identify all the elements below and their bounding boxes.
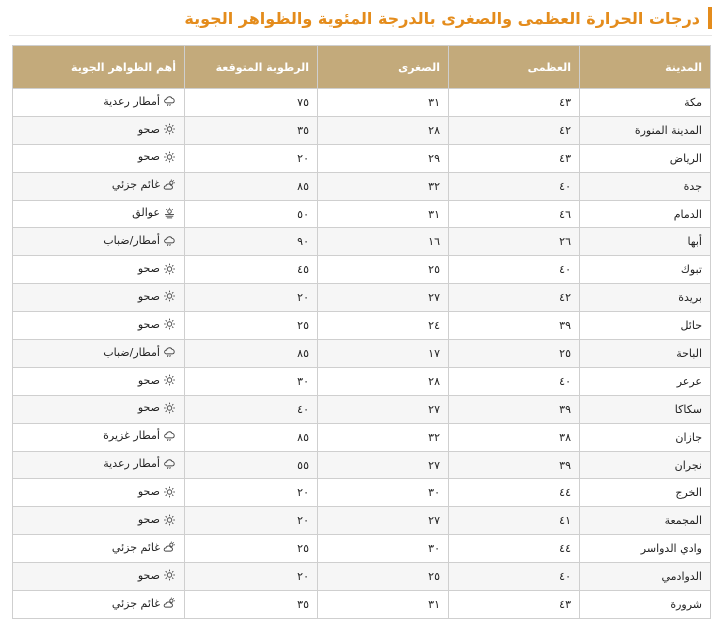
condition-label: صحو <box>137 289 160 303</box>
cell-max-temp: ٤٤ <box>449 535 580 563</box>
table-row <box>13 451 711 479</box>
cell-max-temp: ٣٨ <box>449 423 580 451</box>
cell-max-temp: ٣٩ <box>449 451 580 479</box>
cell-condition <box>13 423 185 451</box>
condition-label: صحو <box>137 373 160 387</box>
cell-max-temp: ٤٠ <box>449 172 580 200</box>
cell-min-temp: ٣١ <box>318 591 449 619</box>
condition-wrap <box>138 569 176 582</box>
table-row <box>13 423 711 451</box>
partly-cloudy-icon <box>163 179 176 191</box>
table-row <box>13 479 711 507</box>
condition-label: أمطار رعدية <box>103 457 160 471</box>
cell-max-temp: ٤٣ <box>449 89 580 117</box>
cell-condition <box>13 367 185 395</box>
condition-label: صحو <box>137 568 160 582</box>
cell-min-temp: ٢٥ <box>318 256 449 284</box>
header-condition: أهم الظواهر الجوية <box>13 46 185 89</box>
cell-condition <box>13 256 185 284</box>
sun-icon <box>163 486 176 498</box>
cell-city: الخرج <box>580 479 711 507</box>
condition-label: صحو <box>137 401 160 415</box>
condition-wrap <box>138 374 176 387</box>
condition-wrap <box>138 262 176 275</box>
cell-min-temp: ٢٩ <box>318 144 449 172</box>
rain-icon <box>163 346 176 358</box>
condition-label: صحو <box>137 485 160 499</box>
condition-label: أمطار/ضباب <box>103 345 160 359</box>
cell-max-temp: ٤١ <box>449 507 580 535</box>
cell-humidity: ٤٠ <box>185 395 318 423</box>
table-row <box>13 284 711 312</box>
cell-humidity: ٨٥ <box>185 423 318 451</box>
sun-icon <box>163 318 176 330</box>
cell-humidity: ٢٠ <box>185 563 318 591</box>
table-row <box>13 312 711 340</box>
cell-humidity: ٩٠ <box>185 228 318 256</box>
cell-condition <box>13 591 185 619</box>
header-min-temp: الصغرى <box>318 46 449 89</box>
table-row <box>13 507 711 535</box>
table-row <box>13 144 711 172</box>
cell-humidity: ٤٥ <box>185 256 318 284</box>
cell-max-temp: ٣٩ <box>449 395 580 423</box>
table-header-row <box>13 46 711 89</box>
table-row <box>13 563 711 591</box>
weather-table <box>12 45 711 619</box>
partly-cloudy-icon <box>163 541 176 553</box>
cell-city: المجمعة <box>580 507 711 535</box>
cell-min-temp: ١٧ <box>318 340 449 368</box>
cell-min-temp: ٢٨ <box>318 116 449 144</box>
cell-humidity: ٢٠ <box>185 507 318 535</box>
condition-wrap <box>112 178 176 191</box>
cell-condition <box>13 451 185 479</box>
cell-humidity: ٢٠ <box>185 144 318 172</box>
cell-min-temp: ٢٤ <box>318 312 449 340</box>
table-row <box>13 116 711 144</box>
cell-humidity: ٢٠ <box>185 479 318 507</box>
cell-min-temp: ٣١ <box>318 200 449 228</box>
cell-max-temp: ٤٠ <box>449 563 580 591</box>
table-row <box>13 591 711 619</box>
condition-label: أمطار غزيرة <box>103 429 160 443</box>
cell-min-temp: ٢٥ <box>318 563 449 591</box>
rain-icon <box>163 95 176 107</box>
cell-min-temp: ٢٧ <box>318 451 449 479</box>
cell-humidity: ٣٠ <box>185 367 318 395</box>
cell-city: المدينة المنورة <box>580 116 711 144</box>
cell-city: تبوك <box>580 256 711 284</box>
cell-max-temp: ٤٣ <box>449 144 580 172</box>
table-row <box>13 89 711 117</box>
cell-condition <box>13 312 185 340</box>
condition-wrap <box>103 346 176 359</box>
cell-city: وادي الدواسر <box>580 535 711 563</box>
condition-label: صحو <box>137 150 160 164</box>
page-title: درجات الحرارة العظمى والصغرى بالدرجة المئوية والظواهر الجوية <box>184 8 700 28</box>
sun-icon <box>163 374 176 386</box>
cell-city: أبها <box>580 228 711 256</box>
cell-humidity: ٢٠ <box>185 284 318 312</box>
cell-condition <box>13 340 185 368</box>
partly-cloudy-icon <box>163 597 176 609</box>
cell-humidity: ٣٥ <box>185 116 318 144</box>
cell-min-temp: ٣٠ <box>318 479 449 507</box>
condition-wrap <box>112 541 176 554</box>
table-row <box>13 200 711 228</box>
cell-max-temp: ٤٤ <box>449 479 580 507</box>
cell-condition <box>13 89 185 117</box>
cell-max-temp: ٢٥ <box>449 340 580 368</box>
condition-wrap <box>103 95 176 108</box>
cell-humidity: ٧٥ <box>185 89 318 117</box>
cell-condition <box>13 116 185 144</box>
condition-label: صحو <box>137 262 160 276</box>
condition-wrap <box>138 401 176 414</box>
condition-wrap <box>103 429 176 442</box>
cell-city: جازان <box>580 423 711 451</box>
cell-min-temp: ٣٠ <box>318 535 449 563</box>
condition-wrap <box>103 457 176 470</box>
sun-icon <box>163 123 176 135</box>
table-row <box>13 256 711 284</box>
cell-humidity: ٥٥ <box>185 451 318 479</box>
cell-min-temp: ٢٧ <box>318 284 449 312</box>
title-divider <box>9 35 712 36</box>
cell-min-temp: ٣٢ <box>318 423 449 451</box>
condition-wrap <box>138 485 176 498</box>
table-row <box>13 535 711 563</box>
cell-max-temp: ٣٩ <box>449 312 580 340</box>
table-row <box>13 228 711 256</box>
cell-city: جدة <box>580 172 711 200</box>
condition-wrap <box>138 513 176 526</box>
header-max-temp: العظمى <box>449 46 580 89</box>
condition-label: صحو <box>137 513 160 527</box>
condition-wrap <box>138 290 176 303</box>
condition-wrap <box>103 234 176 247</box>
title-accent-bar <box>708 7 712 29</box>
cell-min-temp: ١٦ <box>318 228 449 256</box>
dust-icon <box>163 207 176 219</box>
table-row <box>13 395 711 423</box>
cell-city: الباحة <box>580 340 711 368</box>
cell-max-temp: ٤٢ <box>449 284 580 312</box>
condition-label: غائم جزئي <box>111 596 160 610</box>
cell-min-temp: ٣١ <box>318 89 449 117</box>
condition-wrap <box>138 123 176 136</box>
cell-city: مكة <box>580 89 711 117</box>
cell-condition <box>13 479 185 507</box>
cell-min-temp: ٢٨ <box>318 367 449 395</box>
cell-condition <box>13 172 185 200</box>
cell-humidity: ٥٠ <box>185 200 318 228</box>
cell-min-temp: ٢٧ <box>318 507 449 535</box>
cell-condition <box>13 144 185 172</box>
header-city: المدينة <box>580 46 711 89</box>
cell-min-temp: ٣٢ <box>318 172 449 200</box>
cell-condition <box>13 507 185 535</box>
cell-max-temp: ٤٠ <box>449 367 580 395</box>
cell-city: شرورة <box>580 591 711 619</box>
condition-wrap <box>138 150 176 163</box>
cell-city: الرياض <box>580 144 711 172</box>
cell-condition <box>13 228 185 256</box>
cell-condition <box>13 200 185 228</box>
page-header <box>184 4 712 32</box>
condition-label: أمطار رعدية <box>103 94 160 108</box>
condition-label: غائم جزئي <box>111 540 160 554</box>
cell-city: بريدة <box>580 284 711 312</box>
cell-humidity: ٢٥ <box>185 535 318 563</box>
cell-condition <box>13 563 185 591</box>
cell-city: سكاكا <box>580 395 711 423</box>
condition-label: غائم جزئي <box>111 178 160 192</box>
sun-icon <box>163 569 176 581</box>
cell-humidity: ٨٥ <box>185 340 318 368</box>
condition-label: أمطار/ضباب <box>103 234 160 248</box>
condition-label: صحو <box>137 317 160 331</box>
cell-city: الدوادمي <box>580 563 711 591</box>
cell-max-temp: ٢٦ <box>449 228 580 256</box>
rain-icon <box>163 458 176 470</box>
cell-condition <box>13 395 185 423</box>
cell-max-temp: ٤٢ <box>449 116 580 144</box>
header-humidity: الرطوبة المتوقعة <box>185 46 318 89</box>
cell-condition <box>13 535 185 563</box>
table-row <box>13 367 711 395</box>
cell-city: حائل <box>580 312 711 340</box>
cell-humidity: ٣٥ <box>185 591 318 619</box>
table-row <box>13 340 711 368</box>
sun-icon <box>163 402 176 414</box>
rain-icon <box>163 235 176 247</box>
cell-humidity: ٨٥ <box>185 172 318 200</box>
table-row <box>13 172 711 200</box>
cell-max-temp: ٤٠ <box>449 256 580 284</box>
cell-city: عرعر <box>580 367 711 395</box>
cell-condition <box>13 284 185 312</box>
sun-icon <box>163 151 176 163</box>
condition-wrap <box>132 206 176 219</box>
cell-max-temp: ٤٦ <box>449 200 580 228</box>
sun-icon <box>163 290 176 302</box>
cell-min-temp: ٢٧ <box>318 395 449 423</box>
cell-city: نجران <box>580 451 711 479</box>
condition-label: عوالق <box>132 206 160 220</box>
cell-max-temp: ٤٣ <box>449 591 580 619</box>
rain-icon <box>163 430 176 442</box>
cell-city: الدمام <box>580 200 711 228</box>
sun-icon <box>163 514 176 526</box>
cell-humidity: ٢٥ <box>185 312 318 340</box>
condition-wrap <box>112 597 176 610</box>
condition-wrap <box>138 318 176 331</box>
condition-label: صحو <box>137 122 160 136</box>
sun-icon <box>163 263 176 275</box>
